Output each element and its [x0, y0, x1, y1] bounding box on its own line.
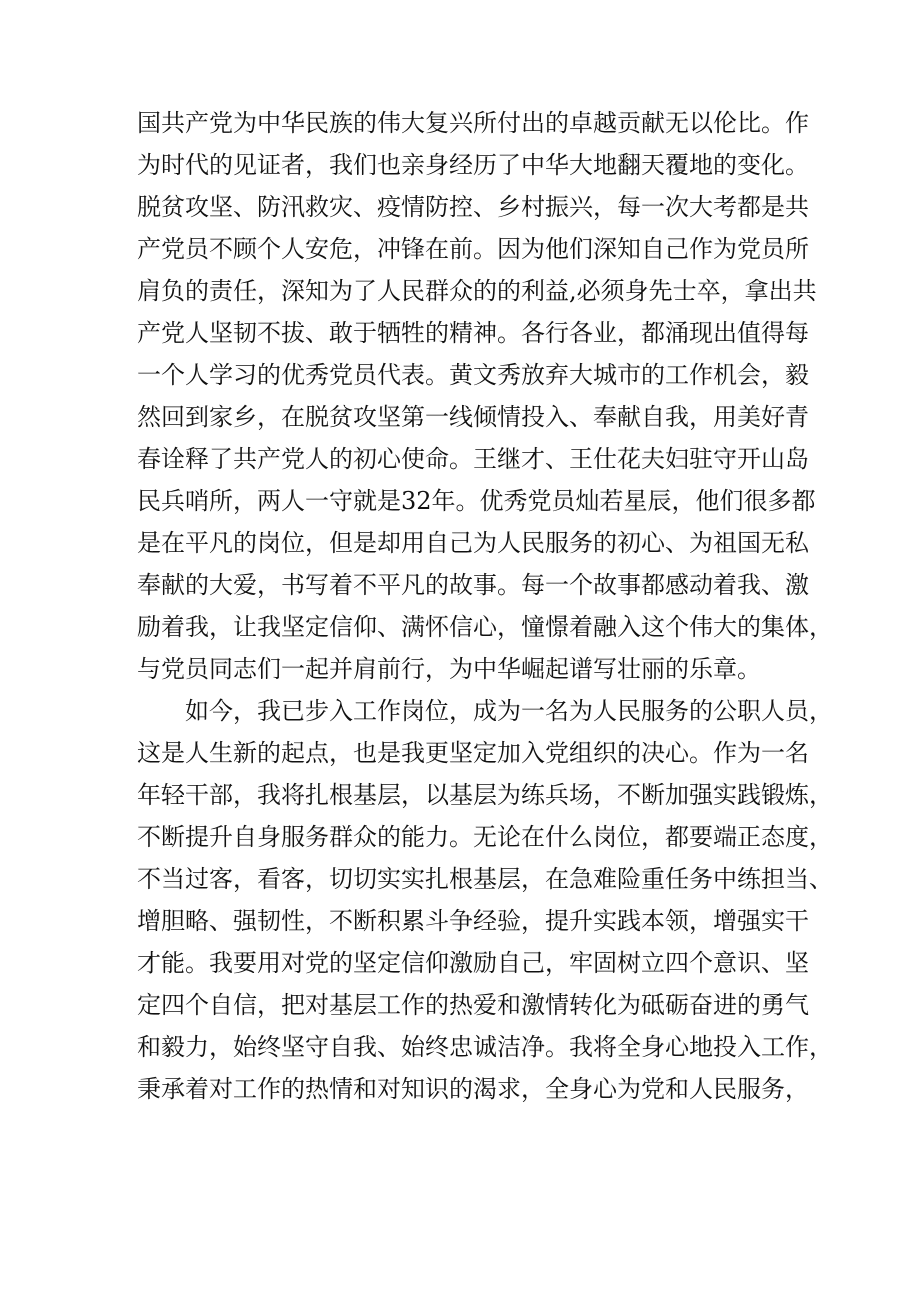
- paragraph-1-line: 与党员同志们一起并肩前行，为中华崛起谱写壮丽的乐章。: [137, 655, 761, 683]
- paragraph-2-line: 这是人生新的起点，也是我更坚定加入党组织的决心。作为一名: [137, 739, 809, 767]
- paragraph-2-line: 和毅力，始终坚守自我、始终忠诚洁净。我将全身心地投入工作，: [137, 1033, 833, 1061]
- paragraph-2-line: 不当过客，看客，切切实实扎根基层，在急难险重任务中练担当、: [137, 865, 833, 893]
- document-body: [137, 102, 833, 1110]
- paragraph-1-line: 是在平凡的岗位，但是却用自己为人民服务的初心、为祖国无私: [137, 529, 809, 557]
- paragraph-2-line: 如今，我已步入工作岗位，成为一名为人民服务的公职人员，: [185, 697, 833, 725]
- paragraph-2-line: 年轻干部，我将扎根基层，以基层为练兵场，不断加强实践锻炼，: [137, 781, 833, 809]
- paragraph-1-line: 然回到家乡，在脱贫攻坚第一线倾情投入、奉献自我，用美好青: [137, 403, 809, 431]
- paragraph-1-line: 春诠释了共产党人的初心使命。王继才、王仕花夫妇驻守开山岛: [137, 445, 809, 473]
- paragraph-1-line: 产党员不顾个人安危，冲锋在前。因为他们深知自己作为党员所: [137, 235, 809, 263]
- paragraph-2-line: 不断提升自身服务群众的能力。无论在什么岗位，都要端正态度，: [137, 823, 833, 851]
- paragraph-2-line: 才能。我要用对党的坚定信仰激励自己，牢固树立四个意识、坚: [137, 949, 809, 977]
- paragraph-1-line: 肩负的责任，深知为了人民群众的的利益,必须身先士卒，拿出共: [137, 277, 817, 305]
- paragraph-1-line: 民兵哨所，两人一守就是32年。优秀党员灿若星辰，他们很多都: [137, 487, 816, 515]
- paragraph-1-line: 奉献的大爱，书写着不平凡的故事。每一个故事都感动着我、激: [137, 571, 809, 599]
- paragraph-1-line: 一个人学习的优秀党员代表。黄文秀放弃大城市的工作机会，毅: [137, 361, 809, 389]
- paragraph-1: [137, 102, 833, 690]
- paragraph-1-line: 国共产党为中华民族的伟大复兴所付出的卓越贡献无以伦比。作: [137, 109, 809, 137]
- paragraph-1-line: 脱贫攻坚、防汛救灾、疫情防控、乡村振兴，每一次大考都是共: [137, 193, 809, 221]
- paragraph-2-line: 增胆略、强韧性，不断积累斗争经验，提升实践本领，增强实干: [137, 907, 809, 935]
- paragraph-2-line: 定四个自信，把对基层工作的热爱和激情转化为砥砺奋进的勇气: [137, 991, 809, 1019]
- paragraph-1-line: 励着我，让我坚定信仰、满怀信心，憧憬着融入这个伟大的集体，: [137, 613, 833, 641]
- paragraph-2-line: 秉承着对工作的热情和对知识的渴求，全身心为党和人民服务，: [137, 1075, 809, 1103]
- paragraph-1-line: 产党人坚韧不拔、敢于牺牲的精神。各行各业，都涌现出值得每: [137, 319, 809, 347]
- paragraph-2: [137, 690, 833, 1110]
- paragraph-1-line: 为时代的见证者，我们也亲身经历了中华大地翻天覆地的变化。: [137, 151, 809, 179]
